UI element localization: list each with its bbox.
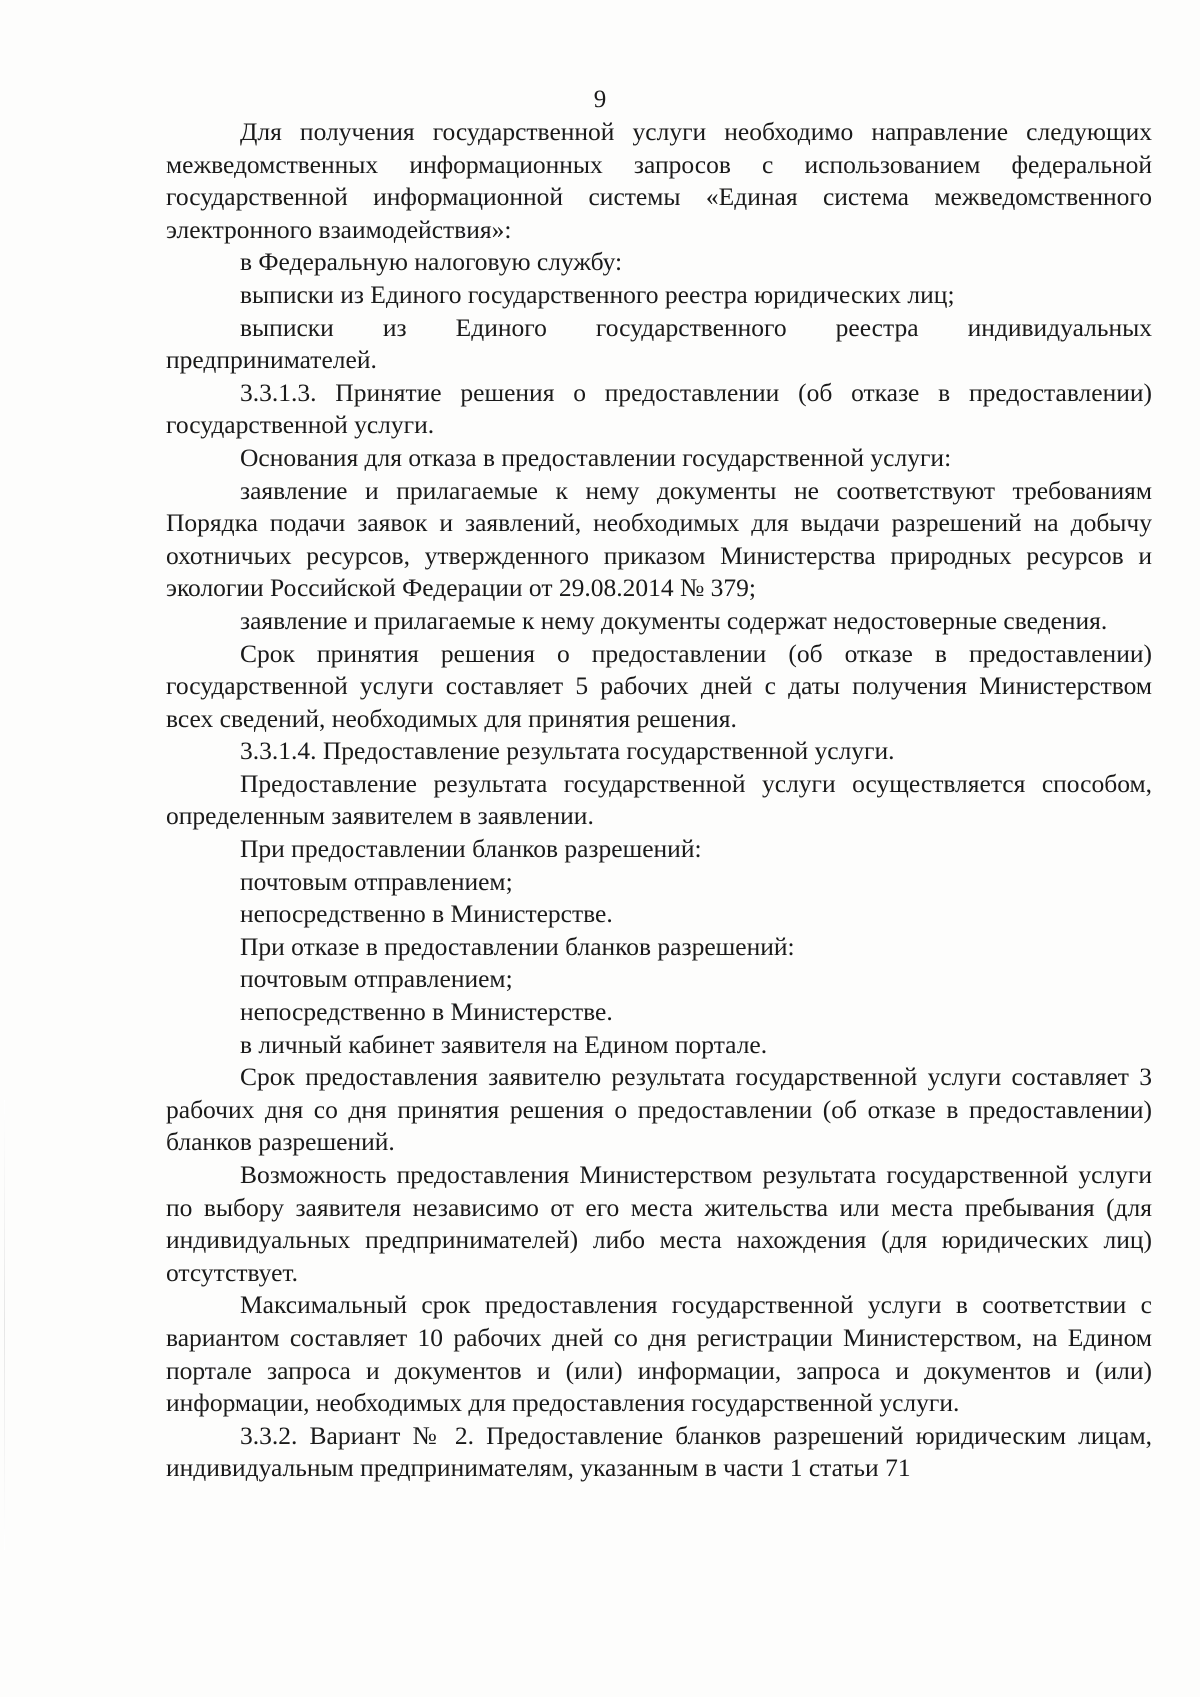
paragraph-on-refusal: При отказе в предоставлении бланков разрешений:: [240, 931, 795, 961]
section-heading-3-3-1-4: 3.3.1.4. Предоставление результата государственной услуги.: [240, 736, 895, 766]
paragraph-result-method: Предоставление результата государственной услуги осуществляется способом, определенным заявителем в заявлении.: [166, 768, 1152, 831]
paragraph-egrip-extracts: выписки из Единого государственного реестра индивидуальных предпринимателей.: [166, 312, 1152, 375]
paragraph-refusal-ground-2: заявление и прилагаемые к нему документы содержат недостоверные сведения.: [240, 605, 1108, 635]
document-body: [166, 116, 1152, 1485]
paragraph-refusal-grounds: Основания для отказа в предоставлении государственной услуги:: [240, 442, 952, 472]
paragraph-extraterritorial: Возможность предоставления Министерством результата государственной услуги по выбору заявителя независимо от его места жительства или места пребывания (для индивидуальных предпринимателей) либо места нахождения (для юридических лиц) отсутствует.: [166, 1160, 1152, 1287]
paragraph-decision-deadline: Срок принятия решения о предоставлении (об отказе в предоставлении) государственной услуги составляет 5 рабочих дней с даты получения Министерством всех сведений, необходимых для принятия решения.: [166, 638, 1152, 733]
paragraph-max-term: Максимальный срок предоставления государственной услуги в соответствии с вариантом составляет 10 рабочих дней со дня регистрации Министерством, на Едином портале запроса и документов и (или) информации, запроса и документов и (или) информации, необходимых для предоставления государственной услуги.: [166, 1290, 1152, 1418]
paragraph-in-ministry-1: непосредственно в Министерстве.: [240, 899, 613, 929]
paragraph-personal-cabinet: в личный кабинет заявителя на Едином портале.: [240, 1029, 768, 1059]
section-heading-3-3-2: 3.3.2. Вариант № 2. Предоставление бланков разрешений юридическим лицам, индивидуальным предпринимателям, указанным в части 1 статьи 71: [166, 1420, 1152, 1483]
paragraph-tax-service: в Федеральную налоговую службу:: [240, 247, 623, 277]
paragraph-by-mail-2: почтовым отправлением;: [240, 964, 513, 994]
paragraph-by-mail-1: почтовым отправлением;: [240, 866, 513, 896]
page-number: 9: [593, 86, 607, 113]
paragraph-on-provision: При предоставлении бланков разрешений:: [240, 834, 702, 864]
paragraph-refusal-ground-1: заявление и прилагаемые к нему документы не соответствуют требованиям Порядка подачи заявок и заявлений, необходимых для выдачи разрешений на добычу охотничьих ресурсов, утвержденного приказом Министерства природных ресурсов и экологии Российской Федерации от 29.08.2014 № 379;: [166, 475, 1152, 603]
paragraph-result-deadline: Срок предоставления заявителю результата государственной услуги составляет 3 рабочих дня со дня принятия решения о предоставлении (об отказе в предоставлении) бланков разрешений.: [166, 1062, 1152, 1157]
paragraph-egrul-extracts: выписки из Единого государственного реестра юридических лиц;: [240, 279, 955, 309]
paragraph-interagency-requests: Для получения государственной услуги необходимо направление следующих межведомственных информационных запросов с использованием федеральной государственной информационной системы «Единая система межведомственного электронного взаимодействия»:: [166, 117, 1152, 244]
paragraph-in-ministry-2: непосредственно в Министерстве.: [240, 997, 613, 1027]
scan-edge-artifact: [4, 1100, 5, 1550]
section-heading-3-3-1-3: 3.3.1.3. Принятие решения о предоставлении (об отказе в предоставлении) государственной услуги.: [166, 377, 1152, 440]
